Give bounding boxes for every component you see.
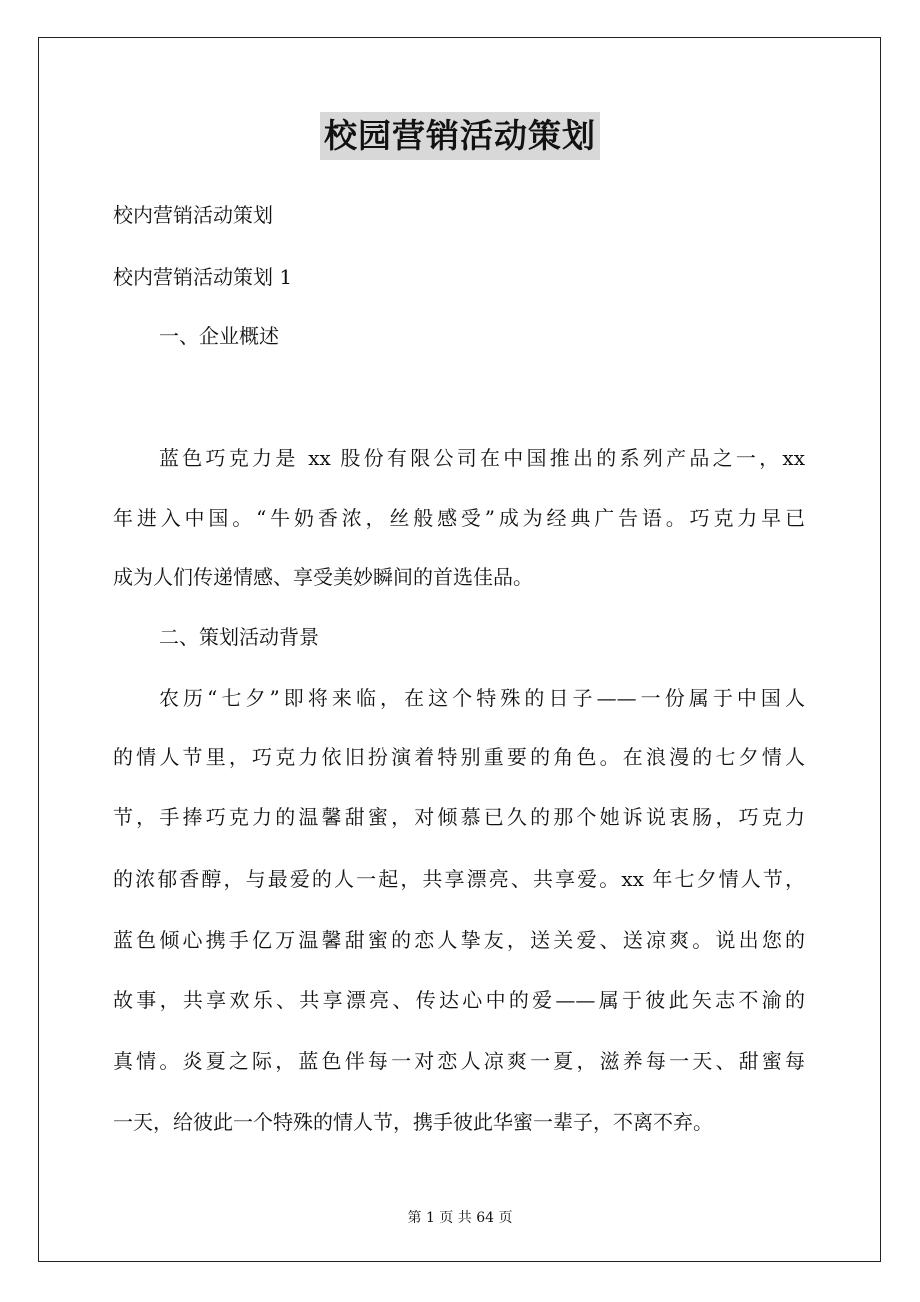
subheading-numbered: 校内营销活动策划 1 [113, 265, 293, 289]
section1-line: 年进入中国。“牛奶香浓，丝般感受”成为经典广告语。巧克力早已 [113, 506, 805, 530]
section2-line: 的情人节里，巧克力依旧扮演着特别重要的角色。在浪漫的七夕情人 [113, 745, 805, 769]
page-footer: 第 1 页 共 64 页 [407, 1210, 513, 1226]
subheading: 校内营销活动策划 [113, 203, 273, 227]
section2-line: 故事，共享欢乐、共享漂亮、传达心中的爱——属于彼此矢志不渝的 [113, 988, 805, 1012]
section1-line: 成为人们传递情感、享受美妙瞬间的首选佳品。 [113, 565, 533, 589]
section2-heading: 二、策划活动背景 [159, 625, 319, 649]
document-title-block [0, 112, 920, 160]
section2-line: 农历“七夕”即将来临，在这个特殊的日子——一份属于中国人 [159, 686, 805, 710]
section2-line: 节，手捧巧克力的温馨甜蜜，对倾慕已久的那个她诉说衷肠，巧克力 [113, 805, 805, 829]
section2-line: 蓝色倾心携手亿万温馨甜蜜的恋人挚友，送关爱、送凉爽。说出您的 [113, 928, 805, 952]
document-title: 校园营销活动策划 [320, 112, 600, 160]
section2-line: 真情。炎夏之际，蓝色伴每一对恋人凉爽一夏，滋养每一天、甜蜜每 [113, 1049, 805, 1073]
section1-line: 蓝色巧克力是 xx 股份有限公司在中国推出的系列产品之一，xx [159, 446, 805, 470]
section2-line: 一天，给彼此一个特殊的情人节，携手彼此华蜜一辈子，不离不弃。 [113, 1110, 713, 1134]
section2-line: 的浓郁香醇，与最爱的人一起，共享漂亮、共享爱。xx 年七夕情人节， [113, 867, 805, 891]
section1-heading: 一、企业概述 [159, 324, 279, 348]
